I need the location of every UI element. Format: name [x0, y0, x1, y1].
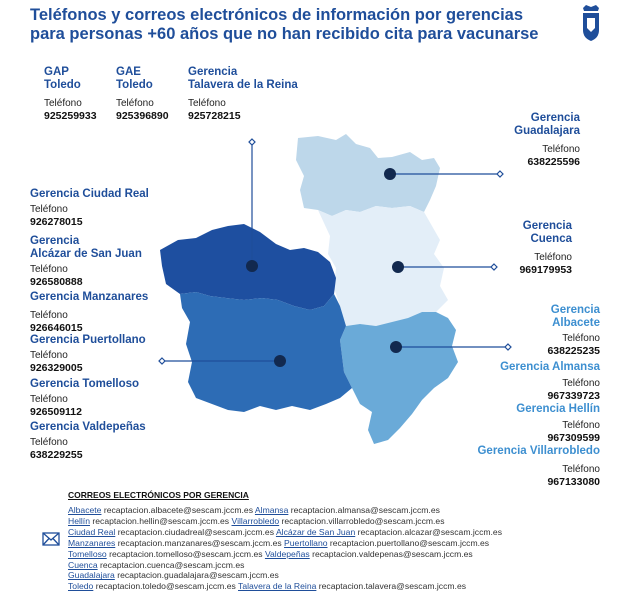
email-link-villarrobledo[interactable]: recaptacion.villarrobledo@sescam.jccm.es — [281, 515, 445, 526]
email-link-puertollano[interactable]: recaptacion.puertollano@sescam.jccm.es — [329, 537, 490, 548]
email-row — [68, 505, 608, 516]
email-link-manzanares[interactable]: recaptacion.manzanares@sescam.jccm.es — [117, 537, 282, 548]
email-link-tomelloso[interactable]: recaptacion.tomelloso@sescam.jccm.es — [109, 548, 263, 559]
gerencia-almansa: Gerencia Almansa Teléfono 967339723 — [500, 361, 600, 402]
map-marker-albacete — [390, 341, 402, 353]
emails-title: CORREOS ELECTRÓNICOS POR GERENCIA — [68, 490, 249, 500]
email-label-puertollano: Puertollano — [284, 537, 328, 548]
map-marker-guadalajara — [384, 168, 396, 180]
gerencia-villarrobledo: Gerencia Villarrobledo Teléfono 967133080 — [477, 445, 600, 488]
email-label-hellin: Hellín — [68, 515, 90, 526]
email-link-alcazar[interactable]: recaptacion.alcazar@sescam.jccm.es — [357, 526, 503, 537]
email-row — [68, 581, 608, 592]
map-marker-toledo — [246, 260, 258, 272]
email-link-hellin[interactable]: recaptacion.hellin@sescam.jccm.es — [92, 515, 230, 526]
map-marker-cuenca — [392, 261, 404, 273]
gerencia-gae-toledo: GAE Toledo Teléfono 925396890 — [116, 66, 169, 122]
email-link-talavera[interactable]: recaptacion.talavera@sescam.jccm.es — [318, 581, 467, 592]
leader-end-cuenca — [491, 264, 497, 270]
email-link-valdepenas[interactable]: recaptacion.valdepenas@sescam.jccm.es — [312, 548, 473, 559]
email-label-tomelloso: Tomelloso — [68, 548, 107, 559]
gerencia-albacete: Gerencia Albacete Teléfono 638225235 — [547, 304, 600, 357]
email-link-ciudad-real[interactable]: recaptacion.ciudadreal@sescam.jccm.es — [117, 526, 275, 537]
email-row — [68, 527, 608, 538]
page-title: Teléfonos y correos electrónicos de información por gerencias para personas +60 años que no han recibido cita para vacunarse — [30, 6, 539, 43]
map-region-albacete — [340, 312, 458, 444]
gerencia-alcazar: Gerencia Alcázar de San Juan Teléfono 926580888 — [30, 235, 142, 288]
leader-end-albacete — [505, 344, 511, 350]
email-link-albacete[interactable]: recaptacion.albacete@sescam.jccm.es — [103, 505, 253, 515]
email-label-ciudad-real: Ciudad Real — [68, 526, 116, 537]
gerencia-hellin: Gerencia Hellín Teléfono 967309599 — [516, 403, 600, 444]
email-label-cuenca: Cuenca — [68, 559, 98, 570]
gerencia-ciudad-real: Gerencia Ciudad Real Teléfono 926278015 — [30, 188, 149, 228]
email-label-valdepenas: Valdepeñas — [264, 548, 310, 559]
gerencia-tomelloso: Gerencia Tomelloso Teléfono 926509112 — [30, 378, 140, 418]
email-link-toledo[interactable]: recaptacion.toledo@sescam.jccm.es — [95, 581, 236, 592]
email-label-manzanares: Manzanares — [68, 537, 116, 548]
email-row — [68, 538, 608, 549]
email-label-alcazar: Alcázar de San Juan — [275, 526, 356, 537]
map-marker-ciudad-real — [274, 355, 286, 367]
envelope-icon — [42, 532, 60, 546]
email-label-almansa: Almansa — [254, 505, 289, 515]
leader-end-ciudad-real — [159, 358, 165, 364]
email-label-toledo: Toledo — [68, 581, 94, 592]
email-label-guadalajara: Guadalajara — [68, 570, 115, 581]
map-region-guadalajara — [296, 134, 440, 216]
emails-list — [68, 505, 608, 592]
email-label-albacete: Albacete — [68, 505, 102, 515]
email-row — [68, 560, 608, 571]
gerencia-talavera: Gerencia Talavera de la Reina Teléfono 925728215 — [188, 66, 298, 122]
gerencia-valdepenas: Gerencia Valdepeñas Teléfono 638229255 — [30, 421, 146, 461]
leader-end-guadalajara — [497, 171, 503, 177]
email-row — [68, 570, 608, 581]
email-row — [68, 516, 608, 527]
gerencia-gap-toledo: GAP Toledo Teléfono 925259933 — [44, 66, 97, 122]
email-row — [68, 549, 608, 560]
email-label-talavera: Talavera de la Reina — [238, 581, 317, 592]
email-label-villarrobledo: Villarrobledo — [231, 515, 280, 526]
leader-end-toledo — [249, 139, 255, 145]
gerencia-manzanares: Gerencia Manzanares Teléfono 926646015 — [30, 291, 149, 334]
gerencia-guadalajara: Gerencia Guadalajara Teléfono 638225596 — [514, 112, 580, 168]
map-region-ciudad-real — [180, 292, 352, 412]
gerencia-puertollano: Gerencia Puertollano Teléfono 926329005 — [30, 334, 146, 374]
email-link-almansa[interactable]: recaptacion.almansa@sescam.jccm.es — [290, 505, 440, 515]
email-link-guadalajara[interactable]: recaptacion.guadalajara@sescam.jccm.es — [117, 570, 279, 581]
email-link-cuenca[interactable]: recaptacion.cuenca@sescam.jccm.es — [100, 559, 245, 570]
gerencia-cuenca: Gerencia Cuenca Teléfono 969179953 — [519, 220, 572, 276]
